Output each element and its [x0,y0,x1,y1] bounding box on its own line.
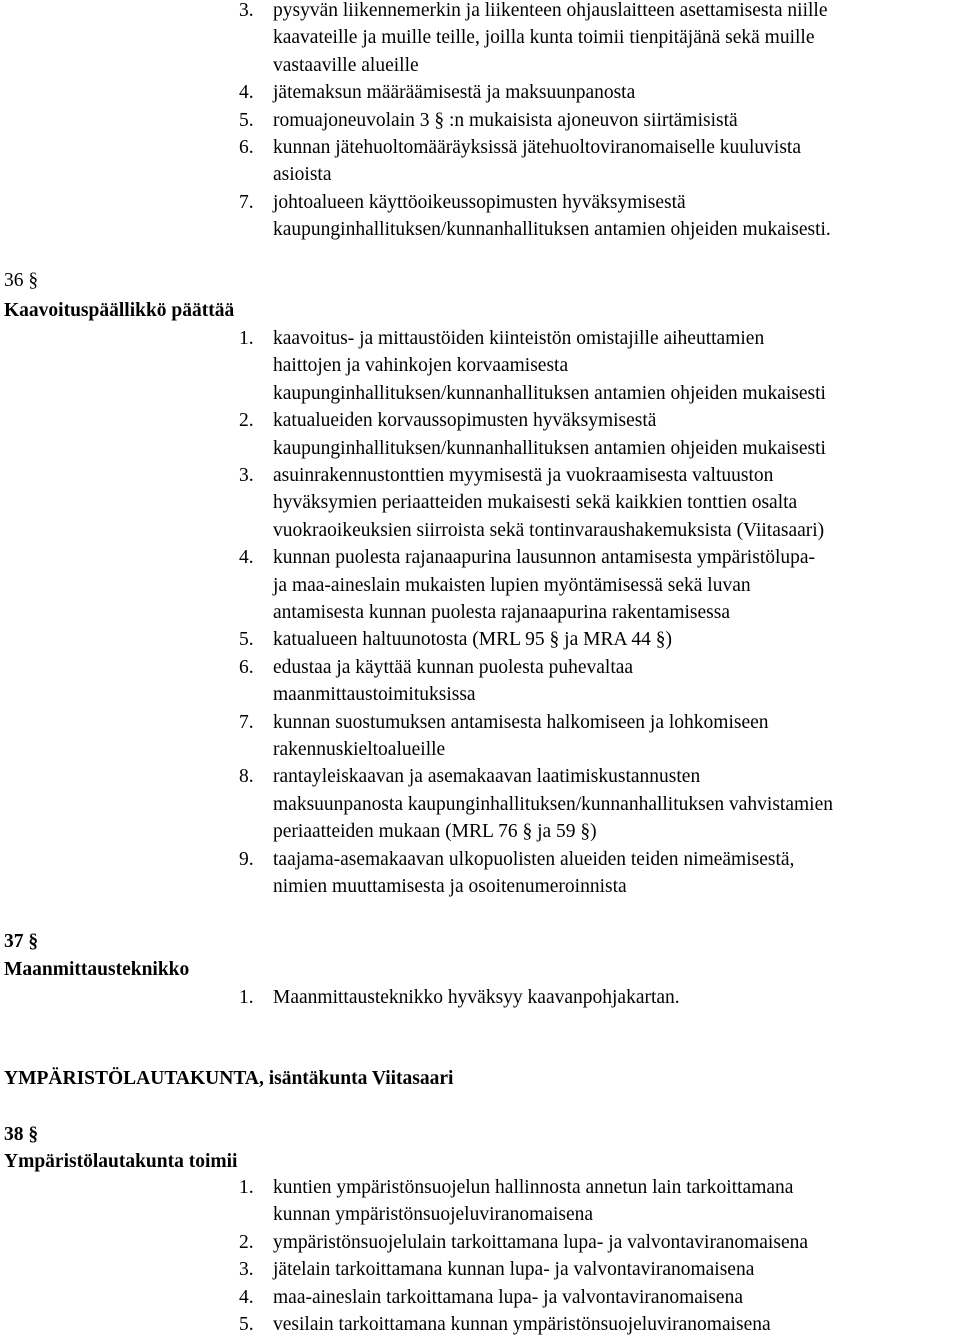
top-list-item-text: pysyvän liikennemerkin ja liikenteen ohjauslaitteen asettamisesta niille [273,0,828,21]
section-38-item-number: 1. [239,1177,254,1198]
top-list-item-text: kaupunginhallituksen/kunnanhallituksen antamien ohjeiden mukaisesti. [273,219,831,241]
section-36-item-text: periaatteiden mukaan (MRL 76 § ja 59 §) [273,821,597,843]
section-38-item-text: ympäristönsuojelulain tarkoittamana lupa- ja valvontaviranomaisena [273,1231,809,1253]
section-36-item-number: 2. [239,410,254,432]
section-36-item-text: kaavoitus- ja mittaustöiden kiinteistön omistajille aiheuttamien [273,328,765,349]
top-list-item-text: vastaaville alueille [273,54,419,76]
top-list-item-text: johtoalueen käyttöoikeussopimusten hyväksymisestä [273,191,686,213]
section-38-item-text: kuntien ympäristönsuojelun hallinnosta annetun lain tarkoittamana [273,1177,794,1198]
section-38-title: Ympäristölautakunta toimii [4,1151,238,1172]
section-36-title: Kaavoituspäällikkö päättää [4,300,235,321]
section-36-item-text: asuinrakennustonttien myymisestä ja vuokraamisesta valtuuston [273,465,774,486]
section-36-item-text: hyväksymien periaatteiden mukaisesti sekä kaikkien tonttien osalta [273,492,798,514]
section-36-item-text: rantayleiskaavan ja asemakaavan laatimiskustannusten [273,766,701,788]
section-37-item-text: Maanmittausteknikko hyväksyy kaavanpohjakartan. [273,987,680,1008]
board-heading: YMPÄRISTÖLAUTAKUNTA, isäntäkunta Viitasaari [4,1068,454,1089]
section-37-number: 37 § [4,931,39,952]
top-list-item-text: asioista [273,164,332,186]
section-38-item-number: 2. [239,1231,254,1253]
section-36-item-text: ja maa-aineslain mukaisten lupien myöntämisessä sekä luvan [273,574,751,596]
section-36-item-number: 6. [239,656,254,678]
section-36-item-text: nimien muuttamisesta ja osoitenumeroinnista [273,876,627,897]
section-36-item-text: kaupunginhallituksen/kunnanhallituksen antamien ohjeiden mukaisesti [273,437,826,459]
section-36-item-text: vuokraoikeuksien siirroista sekä tontinvaraushakemuksista (Viitasaari) [273,519,825,541]
section-36-item-text: kunnan suostumuksen antamisesta halkomiseen ja lohkomiseen [273,711,769,733]
section-36-item-text: kaupunginhallituksen/kunnanhallituksen antamien ohjeiden mukaisesti [273,382,826,404]
section-36-item-number: 7. [239,711,254,733]
top-list-item-number: 7. [239,191,254,213]
top-list-item-number: 3. [239,0,254,21]
section-38-item-text: maa-aineslain tarkoittamana lupa- ja valvontaviranomaisena [273,1286,743,1308]
top-list-item-text: kaavateille ja muille teille, joilla kunta toimii tienpitäjänä sekä muille [273,27,815,49]
section-36-item-text: katualueiden korvaussopimusten hyväksymisestä [273,410,657,432]
section-36-item-number: 3. [239,465,254,486]
section-38-item-number: 4. [239,1286,254,1308]
section-36-item-text: maksuunpanosta kaupunginhallituksen/kunnanhallituksen vahvistamien [273,793,833,815]
section-38-item-text: kunnan ympäristönsuojeluviranomaisena [273,1204,594,1226]
section-37-item-number: 1. [239,987,254,1008]
section-36-item-text: maanmittaustoimituksissa [273,684,476,706]
section-36-item-text: rakennuskieltoalueille [273,739,446,760]
section-36-item-number: 1. [239,328,254,349]
section-38-item-text: vesilain tarkoittamana kunnan ympäristönsuojeluviranomaisena [273,1314,771,1335]
section-36-item-text: kunnan puolesta rajanaapurina lausunnon antamisesta ympäristölupa- [273,547,816,569]
section-37-title: Maanmittausteknikko [4,959,190,980]
section-36-item-text: haittojen ja vahinkojen korvaamisesta [273,355,569,377]
section-38-item-number: 3. [239,1259,254,1281]
top-list-item-number: 4. [239,82,254,104]
section-38-item-number: 5. [239,1314,254,1335]
section-36-item-text: edustaa ja käyttää kunnan puolesta puhevaltaa [273,656,634,678]
section-36-number: 36 § [4,270,39,291]
section-36-item-number: 8. [239,766,254,788]
top-list-item-number: 6. [239,137,254,158]
section-36-item-text: katualueen haltuunotosta (MRL 95 § ja MRA 44 §) [273,629,672,651]
section-36-item-number: 5. [239,629,254,651]
section-36-item-number: 9. [239,848,254,870]
top-list-item-text: jätemaksun määräämisestä ja maksuunpanosta [273,82,636,104]
section-36-item-text: antamisesta kunnan puolesta rajanaapurina rakentamisessa [273,602,730,623]
top-list-item-number: 5. [239,109,254,131]
section-36-item-number: 4. [239,547,254,569]
section-38-item-text: jätelain tarkoittamana kunnan lupa- ja valvontaviranomaisena [273,1259,755,1281]
section-38-number: 38 § [4,1124,39,1145]
top-list-item-text: romuajoneuvolain 3 § :n mukaisista ajoneuvon siirtämisistä [273,109,738,131]
section-36-item-text: taajama-asemakaavan ulkopuolisten alueiden teiden nimeämisestä, [273,848,795,870]
top-list-item-text: kunnan jätehuoltomääräyksissä jätehuoltoviranomaiselle kuuluvista [273,137,801,158]
